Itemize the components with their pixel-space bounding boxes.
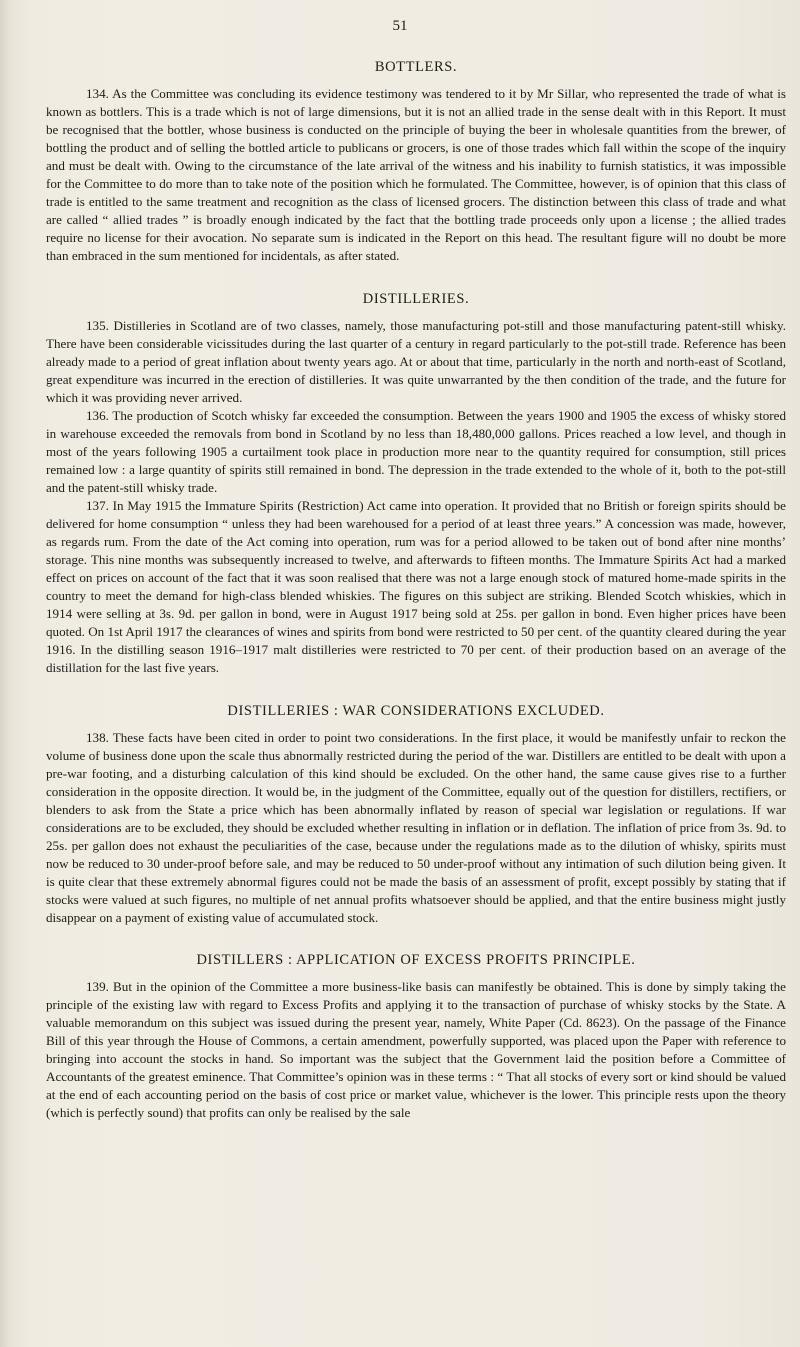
paragraph-135: 135. Distilleries in Scotland are of two classes, namely, those manufacturing pot-still and those manufacturing patent-still whisky. There have been considerable vicissitudes during the last quarter of a century in regard particularly to the pot-still trade. Reference has been already made to a period of great inflation about twenty years ago. At or about that time, particularly in the north and north-east of Scotland, great expenditure was incurred in the erection of distilleries. It was quite unwarranted by the then condition of the trade, and the future for which it was providing never arrived. — [46, 317, 786, 405]
section-heading: BOTTLERS. — [374, 59, 458, 75]
section-heading: DISTILLERIES : WAR CONSIDERATIONS EXCLUDED. — [227, 702, 605, 719]
section-heading: DISTILLERS : APPLICATION OF EXCESS PROFITS PRINCIPLE. — [196, 952, 636, 969]
section-heading: DISTILLERIES. — [362, 290, 470, 307]
section-excess-profits — [46, 951, 786, 1122]
paragraph-139: 139. But in the opinion of the Committee a more business-like basis can manifestly be obtained. This is done by simply taking the principle of the existing law with regard to Excess Profits and applying it to the transaction of purchase of whisky stocks by the State. A valuable memorandum on this subject was issued during the present year, namely, White Paper (Cd. 8623). On the passage of the Finance Bill of this year through the House of Commons, a certain amendment, powerfully supported, was placed upon the Paper with reference to bringing into account the stocks in hand. So important was the subject that the Government laid the position before a Committee of Accountants of the greatest eminence. That Committee’s opinion was in these terms : “ That all stocks of every sort or kind should be valued at the end of each accounting period on the basis of cost price or market value, whichever is the lower. This principle rests upon the theory (which is perfectly sound) that profits can only be realised by the sale — [46, 979, 786, 1121]
document-body — [46, 58, 786, 1146]
paragraph-138: 138. These facts have been cited in order to point two considerations. In the first place, it would be manifestly unfair to reckon the volume of business done upon the scale thus abnormally restricted during the period of the war. Distillers are entitled to be dealt with upon a pre-war footing, and a disturbing calculation of this kind should be excluded. On the other hand, the same cause gives rise to a further consideration in the opposite direction. It would be, in the judgment of the Committee, equally out of the question for distillers, rectifiers, or blenders to ask from the State a price which has been abnormally inflated by reason of special war legislation or regulations. If war considerations are to be excluded, they should be excluded whether resulting in inflation or in deflation. The inflation of price from 3s. 9d. to 25s. per gallon does not exhaust the peculiarities of the case, because under the regulations made as to the dilution of whisky, spirits must now be reduced to 30 under-proof before sale, and may be reduced to 50 under-proof without any intimation of such dilution being given. It is quite clear that these extremely abnormal figures could not be made the basis of an assessment of profit, except possibly by stating that if stocks were valued at such figures, no multiple of net annual profits whatsoever should be applied, and that the entire business might justly disappear on a payment of existing value of accumulated stock. — [46, 729, 786, 926]
section-distilleries — [46, 290, 786, 678]
paragraph-137: 137. In May 1915 the Immature Spirits (Restriction) Act came into operation. It provided that no British or foreign spirits should be delivered for home consumption “ unless they had been warehoused for a period of at least three years.” A concession was made, however, as regards rum. From the date of the Act coming into operation, rum was for a period allowed to be taken out of bond after nine months’ storage. This nine months was subsequently increased to twelve, and afterwards to fifteen months. The Immature Spirits Act had a marked effect on prices on account of the fact that it was soon realised that there was not a large enough stock of matured home-made spirits in the country to meet the demand for high-class blended whiskies. The figures on this subject are striking. Blended Scotch whiskies, which in 1914 were selling at 3s. 9d. per gallon in bond, were in August 1917 being sold at 25s. per gallon in bond. Even higher prices have been quoted. On 1st April 1917 the clearances of wines and spirits from bond were restricted to 50 per cent. of the quantity cleared during the year 1916. In the distilling season 1916–1917 malt distilleries were restricted to 70 per cent. of their production based on an average of the distillation for the last five years. — [46, 498, 786, 676]
section-war-considerations — [46, 702, 786, 928]
page-edge-shadow — [0, 0, 10, 1347]
paragraph-136: 136. The production of Scotch whisky far exceeded the consumption. Between the years 1900 and 1905 the excess of whisky stored in warehouse exceeded the removals from bond in Scotland by no less than 18,480,000 gallons. Prices reached a low level, and though in most of the years following 1905 a curtailment took place in production more near to the quantity required for consumption, still prices remained low : a large quantity of spirits still remained in bond. The depression in the trade extended to the whole of it, both to the pot-still and the patent-still whisky trade. — [46, 407, 786, 495]
page-number: 51 — [392, 18, 408, 34]
section-bottlers — [46, 58, 786, 266]
paragraph-134: 134. As the Committee was concluding its evidence testimony was tendered to it by Mr Sillar, who represented the trade of what is known as bottlers. This is a trade which is not of large dimensions, but it is not an allied trade in the sense dealt with in this Report. It must be recognised that the bottler, whose business is conducted on the principle of buying the beer in wholesale quantities from the brewer, of bottling the product and of selling the bottled article to publicans or grocers, is one of those trades which fall within the scope of the inquiry and must be dealt with. Owing to the circumstance of the late arrival of the witness and his inability to furnish statistics, it was impossible for the Committee to do more than to take note of the position which he formulated. The Committee, however, is of opinion that this class of trade is entitled to the same treatment and recognition as the class of licensed grocers. The distinction between this class of trade and what are called “ allied trades ” is broadly enough indicated by the fact that the bottling trade proceeds only upon a license ; the allied trades require no license for their avocation. No separate sum is indicated in the Report on this head. The resultant figure will no doubt be more than embraced in the sum mentioned for incidentals, as after stated. — [46, 86, 786, 264]
